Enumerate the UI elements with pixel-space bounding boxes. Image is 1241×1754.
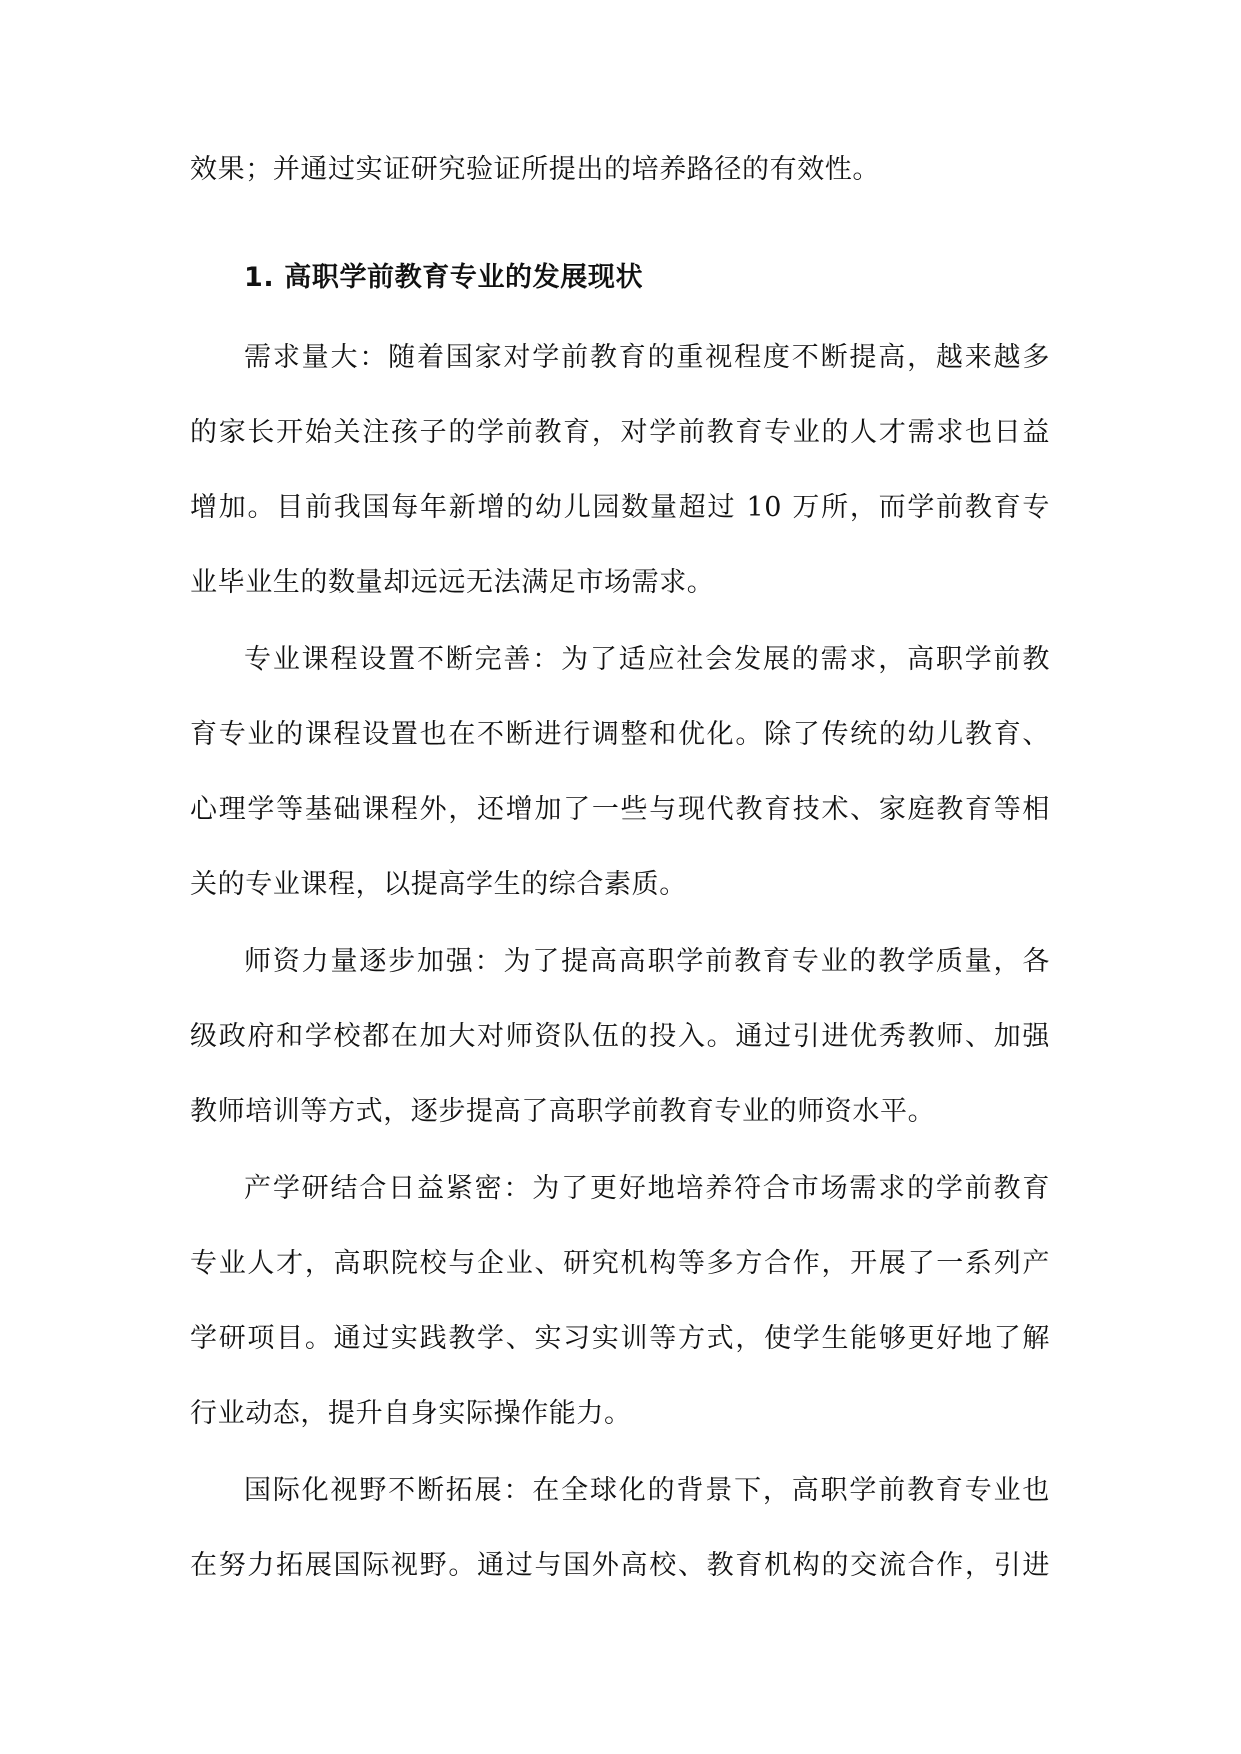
paragraph-line: 心理学等基础课程外，还增加了一些与现代教育技术、家庭教育等相 (190, 794, 1050, 825)
intro-line: 效果；并通过实证研究验证所提出的培养路径的有效性。 (190, 154, 880, 185)
paragraph-line: 教师培训等方式，逐步提高了高职学前教育专业的师资水平。 (190, 1096, 936, 1127)
section-heading: 1. 高职学前教育专业的发展现状 (244, 262, 644, 293)
paragraph-line: 产学研结合日益紧密：为了更好地培养符合市场需求的学前教育 (244, 1173, 1050, 1204)
paragraph-line: 专业人才，高职院校与企业、研究机构等多方合作，开展了一系列产 (190, 1248, 1050, 1279)
paragraph-line: 学研项目。通过实践教学、实习实训等方式，使学生能够更好地了解 (190, 1323, 1050, 1354)
paragraph-line: 需求量大：随着国家对学前教育的重视程度不断提高，越来越多 (244, 342, 1050, 373)
paragraph-line: 业毕业生的数量却远远无法满足市场需求。 (190, 567, 715, 598)
paragraph-line: 师资力量逐步加强：为了提高高职学前教育专业的教学质量，各 (244, 946, 1050, 977)
paragraph-line: 关的专业课程，以提高学生的综合素质。 (190, 869, 687, 900)
paragraph-line: 增加。目前我国每年新增的幼儿园数量超过 10 万所，而学前教育专 (190, 492, 1050, 523)
paragraph-line: 行业动态，提升自身实际操作能力。 (190, 1398, 632, 1429)
paragraph-line: 在努力拓展国际视野。通过与国外高校、教育机构的交流合作，引进 (190, 1550, 1050, 1581)
paragraph-line: 专业课程设置不断完善：为了适应社会发展的需求，高职学前教 (244, 644, 1050, 675)
paragraph-line: 的家长开始关注孩子的学前教育，对学前教育专业的人才需求也日益 (190, 417, 1050, 448)
paragraph-line: 级政府和学校都在加大对师资队伍的投入。通过引进优秀教师、加强 (190, 1021, 1050, 1052)
paragraph-line: 国际化视野不断拓展：在全球化的背景下，高职学前教育专业也 (244, 1475, 1050, 1506)
paragraph-line: 育专业的课程设置也在不断进行调整和优化。除了传统的幼儿教育、 (190, 719, 1050, 750)
